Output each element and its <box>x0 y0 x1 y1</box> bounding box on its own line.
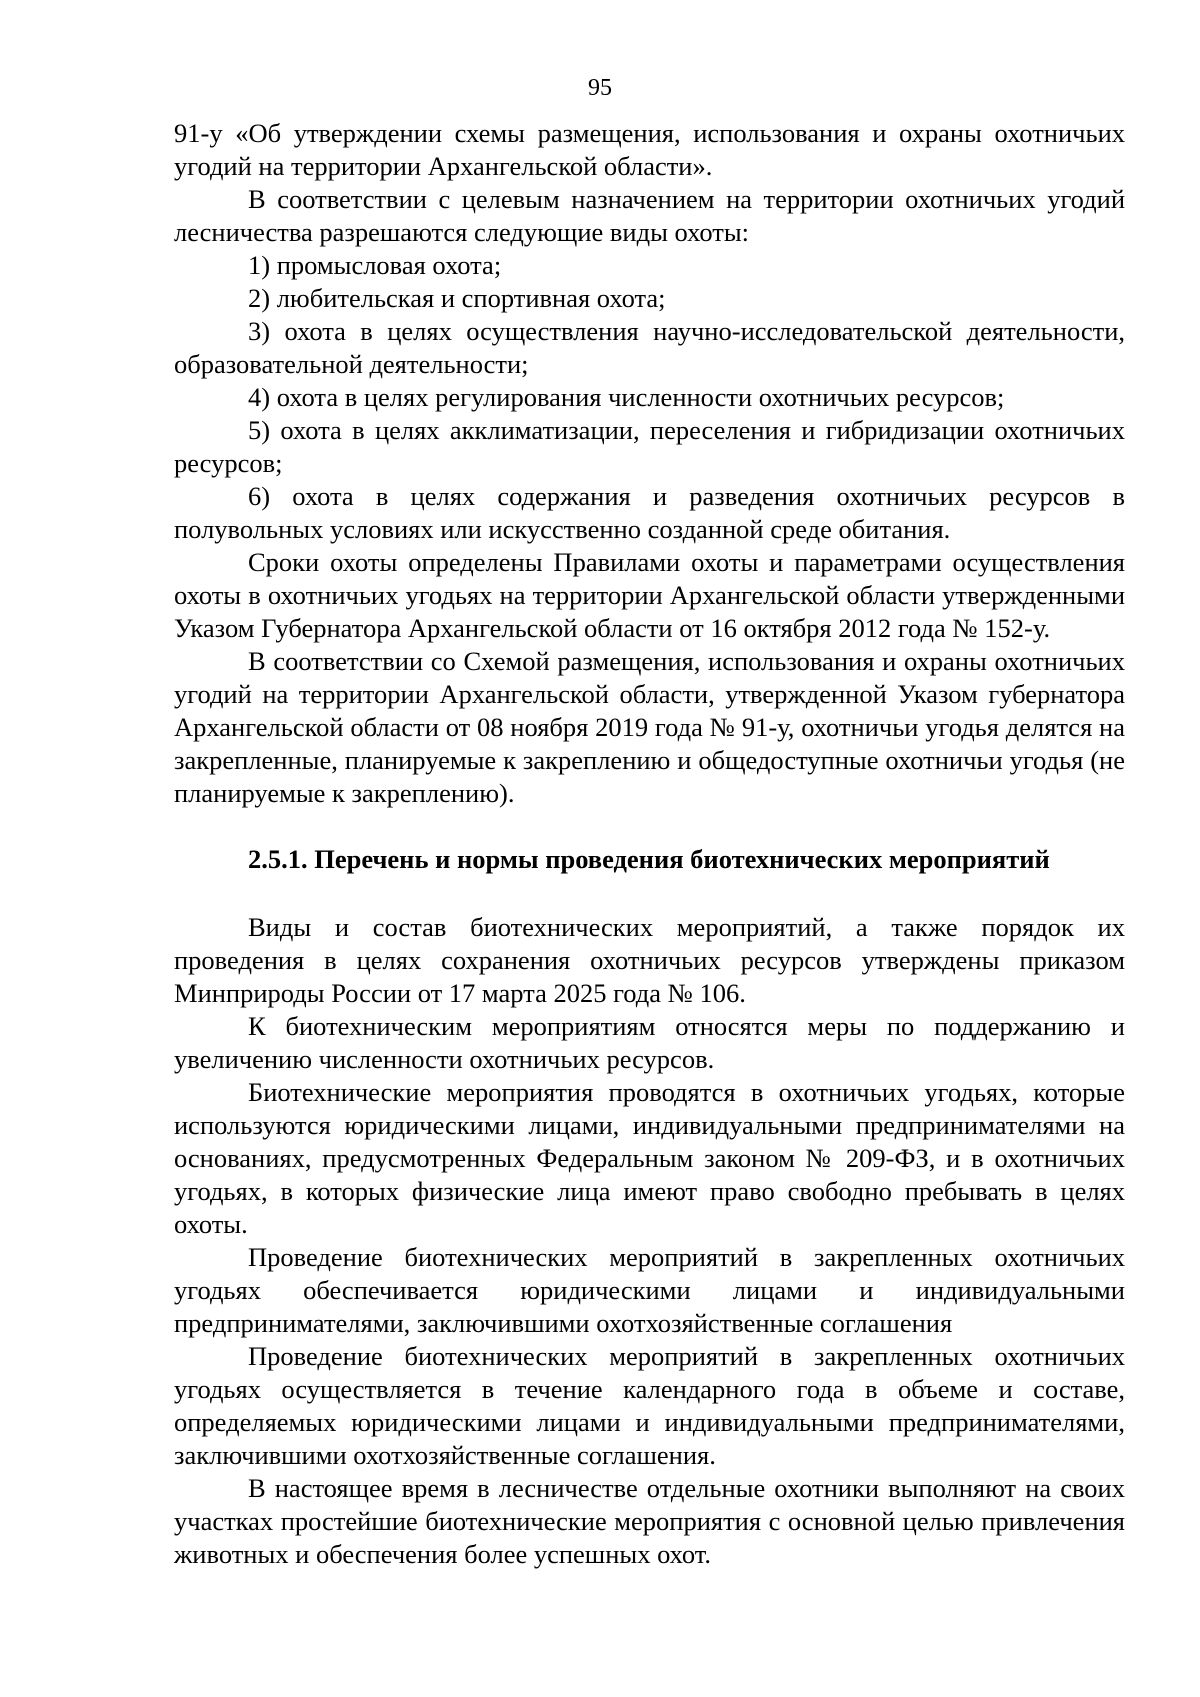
page-number: 95 <box>588 75 612 101</box>
paragraph-biotech-provision: Проведение биотехнических мероприятий в закрепленных охотничьих угодьях обеспечивается юридическими лицами и индивидуальными предпринимателями, заключившими охотхозяйственные соглашения <box>174 1242 1125 1338</box>
section-heading: 2.5.1. Перечень и нормы проведения биотехнических мероприятий <box>248 844 1050 874</box>
list-item-hunting-type-3: 3) охота в целях осуществления научно-исследовательской деятельности, образовательной деятельности; <box>174 316 1125 379</box>
list-item-hunting-type-4: 4) охота в целях регулирования численности охотничьих ресурсов; <box>248 382 1005 412</box>
paragraph-hunting-grounds-scheme: В соответствии со Схемой размещения, использования и охраны охотничьих угодий на территории Архангельской области, утвержденной Указом губернатора Архангельской области от 08 ноября 2019 года № 91-у, охотничьи угодья делятся на закрепленные, планируемые к закреплению и общедоступные охотничьи угодья (не планируемые к закреплению). <box>174 646 1125 808</box>
paragraph-hunting-intro: В соответствии с целевым назначением на территории охотничьих угодий лесничества разрешаются следующие виды охоты: <box>174 184 1125 247</box>
paragraph-biotech-order: Виды и состав биотехнических мероприятий, а также порядок их проведения в целях сохранения охотничьих ресурсов утверждены приказом Минприроды России от 17 марта 2025 года № 106. <box>174 912 1125 1008</box>
paragraph-biotech-schedule: Проведение биотехнических мероприятий в закрепленных охотничьих угодьях осуществляется в течение календарного года в объеме и составе, определяемых юридическими лицами и индивидуальными предпринимателями, заключившими охотхозяйственные соглашения. <box>174 1341 1125 1470</box>
list-item-hunting-type-6: 6) охота в целях содержания и разведения охотничьих ресурсов в полувольных условиях или искусственно созданной среде обитания. <box>174 481 1125 544</box>
list-item-hunting-type-2: 2) любительская и спортивная охота; <box>248 283 666 313</box>
list-item-hunting-type-5: 5) охота в целях акклиматизации, переселения и гибридизации охотничьих ресурсов; <box>174 415 1125 478</box>
paragraph-biotech-where: Биотехнические мероприятия проводятся в охотничьих угодьях, которые используются юридическими лицами, индивидуальными предпринимателями на основаниях, предусмотренных Федеральным законом № 209-ФЗ, и в охотничьих угодьях, в которых физические лица имеют право свободно пребывать в целях охоты. <box>174 1077 1125 1239</box>
paragraph-hunting-dates: Сроки охоты определены Правилами охоты и параметрами осуществления охоты в охотничьих угодьях на территории Архангельской области утвержденными Указом Губернатора Архангельской области от 16 октября 2012 года № 152-у. <box>174 547 1125 643</box>
paragraph-biotech-current: В настоящее время в лесничестве отдельные охотники выполняют на своих участках простейшие биотехнические мероприятия с основной целью привлечения животных и обеспечения более успешных охот. <box>174 1473 1125 1569</box>
document-body <box>174 117 1125 1571</box>
list-item-hunting-type-1: 1) промысловая охота; <box>248 250 502 280</box>
paragraph-continuation: 91-у «Об утверждении схемы размещения, использования и охраны охотничьих угодий на территории Архангельской области». <box>174 118 1125 181</box>
paragraph-biotech-definition: К биотехническим мероприятиям относятся меры по поддержанию и увеличению численности охотничьих ресурсов. <box>174 1011 1125 1074</box>
